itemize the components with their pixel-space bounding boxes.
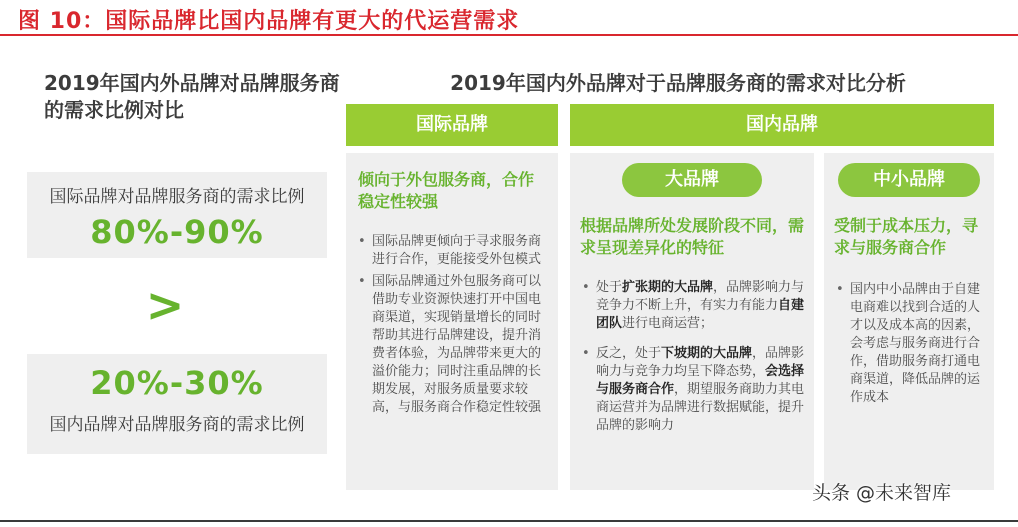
small-brand-heading: 受制于成本压力，寻求与服务商合作	[834, 216, 979, 257]
bullet-emphasis: 扩张期的大品牌	[622, 280, 714, 295]
right-section-heading: 2019年国内外品牌对于品牌服务商的需求对比分析	[450, 71, 906, 95]
international-brand-header: 国际品牌	[346, 104, 558, 146]
international-stat-value: 80%-90%	[90, 213, 264, 251]
list-item	[580, 345, 808, 435]
bottom-divider	[0, 520, 1018, 522]
international-brand-panel	[346, 153, 558, 490]
international-stat-box	[27, 172, 327, 258]
title-divider	[0, 34, 1018, 36]
list-item	[580, 279, 808, 333]
greater-than-sign: >	[145, 278, 185, 332]
big-brand-panel	[570, 153, 814, 490]
international-bullet-list	[356, 233, 552, 421]
bullet-text: ，品牌影响力与竞争力均呈下降态势，	[596, 346, 805, 379]
small-brand-pill: 中小品牌	[838, 163, 980, 197]
domestic-stat-box	[27, 354, 327, 454]
big-brand-pill: 大品牌	[622, 163, 762, 197]
left-section-heading: 2019年国内外品牌对品牌服务商的需求比例对比	[44, 71, 340, 122]
big-brand-heading: 根据品牌所处发展阶段不同，需求呈现差异化的特征	[580, 216, 805, 257]
small-brand-panel	[824, 153, 994, 490]
bullet-text: ，期望服务商助力其电商运营并为品牌进行数据赋能，提升品牌的影响力	[596, 382, 805, 433]
international-panel-heading: 倾向于外包服务商，合作稳定性较强	[358, 170, 535, 211]
bullet-emphasis: 会选择与服务商合作	[596, 364, 805, 397]
bullet-text: 反之，处于	[596, 346, 662, 361]
small-brand-bullet-list	[834, 281, 988, 411]
bullet-text: 处于	[596, 280, 623, 295]
list-item: • 国际品牌通过外包服务商可以借助专业资源快速打开中国电商渠道，实现销量增长的同时帮助其进行品牌建设，提升消费者体验，为品牌带来更大的溢价能力；同时注重品牌的长期发展，对服务质量要求较高，与服务商合作稳定性较强	[356, 273, 552, 417]
bullet-emphasis: 自建团队	[596, 298, 805, 331]
bullet-text: 进行电商运营；	[622, 316, 714, 331]
big-brand-bullet-list	[580, 279, 808, 447]
source-watermark: 头条 @未来智库	[812, 482, 952, 504]
page-title: 图 10：国际品牌比国内品牌有更大的代运营需求	[18, 9, 520, 34]
domestic-stat-label: 国内品牌对品牌服务商的需求比例	[49, 415, 305, 435]
bullet-emphasis: 下坡期的大品牌	[661, 346, 753, 361]
domestic-brand-header: 国内品牌	[570, 104, 994, 146]
list-item: • 国内中小品牌由于自建电商难以找到合适的人才以及成本高的因素，会考虑与服务商进行合作，借助服务商打通电商渠道，降低品牌的运作成本	[834, 281, 988, 407]
domestic-stat-value: 20%-30%	[90, 364, 264, 402]
list-item: • 国际品牌更倾向于寻求服务商进行合作，更能接受外包模式	[356, 233, 552, 269]
bullet-text: ，品牌影响力与竞争力不断上升，有实力有能力	[596, 280, 805, 313]
international-stat-label: 国际品牌对品牌服务商的需求比例	[49, 187, 305, 207]
